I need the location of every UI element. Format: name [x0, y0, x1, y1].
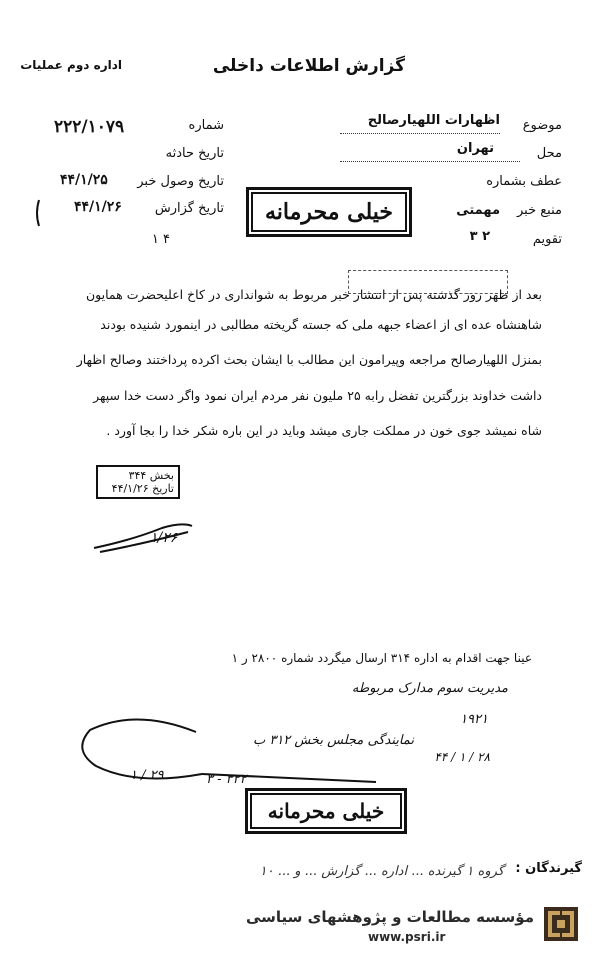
- forwarding-line-1: عینا جهت اقدام به اداره ۳۱۴ ارسال میگردد شماره ۲۸۰۰ ر ۱: [231, 651, 532, 665]
- department-label: اداره دوم عملیات: [20, 58, 122, 72]
- receipt-stamp: [96, 465, 180, 499]
- org-name: مؤسسه مطالعات و پژوهشهای سیاسی: [245, 908, 534, 926]
- forwarding-line-6: ۲۹ / ۱: [130, 768, 164, 783]
- receipt-stamp-date: تاریخ ۴۴/۱/۲۶: [111, 482, 174, 495]
- event-date-label: تاریخ حادثه: [165, 146, 224, 161]
- recipients-text: گروه ۱ گیرنده ... اداره ... گزارش ... و ... ۱۰: [259, 864, 504, 879]
- number-value: ۲۲۲/۱۰۷۹: [54, 117, 125, 137]
- source-value: مهمتی: [456, 203, 500, 218]
- subject-value: اظهارات اللهیارصالح: [367, 113, 500, 128]
- number-label: شماره: [188, 118, 224, 133]
- report-date-value: ۴۴/۱/۲۶: [74, 199, 122, 215]
- location-value: تهران: [456, 141, 494, 156]
- receipt-date-label: تاریخ وصول خبر: [137, 174, 224, 189]
- body-line-3: بمنزل اللهیارصالح مراجعه وپیرامون این مطالب با ایشان بحث اکرده پرداختند وصالح اظهار: [76, 352, 542, 367]
- org-logo-icon: [544, 907, 578, 941]
- margin-mark: [34, 198, 44, 228]
- confidential-stamp-top: خیلی محرمانه: [246, 187, 412, 237]
- source-label: منبع خبر: [517, 203, 562, 218]
- body-line-4: داشت خداوند بزرگترین تفضل رابه ۲۵ ملیون نفر مردم ایران نمود واگر دست خدا سپهر: [93, 388, 542, 403]
- forwarding-line-2: مدیریت سوم مدارک مربوطه: [351, 681, 508, 696]
- evaluation-value: ۲ ۳: [469, 229, 490, 244]
- forwarding-line-3: ۱۹۲۱: [460, 712, 488, 727]
- confidential-stamp-bottom: خیلی محرمانه: [245, 788, 407, 834]
- location-label: محل: [536, 146, 562, 161]
- report-title: گزارش اطلاعات داخلی: [212, 56, 405, 76]
- signature-scribble: [92, 520, 202, 560]
- body-line-2: شاهنشاه عده ای از اعضاء جبهه ملی که جسته گریخته مطالبی در اینمورد شنیده بودند: [100, 317, 542, 332]
- followup-label: عطف بشماره: [486, 174, 562, 189]
- forwarding-line-7: ۳۲۲ - ۳: [206, 772, 247, 787]
- receipt-date-value: ۴۴/۱/۲۵: [60, 172, 108, 188]
- forwarding-line-4: نمایندگی مجلس بخش ۳۱۲ ب: [252, 733, 414, 748]
- subject-label: موضوع: [522, 118, 562, 133]
- recipients-label: گیرندگان :: [515, 861, 582, 876]
- org-website: www.psri.ir: [368, 930, 446, 944]
- initials-date: ۱/۲۶: [150, 530, 178, 546]
- receipt-stamp-section: بخش ۳۴۴: [128, 469, 174, 482]
- forwarding-line-5: ۲۸ / ۱ / ۴۴: [434, 750, 490, 764]
- row-extra: ۴ ۱: [151, 232, 170, 247]
- loop-signature: [76, 712, 206, 792]
- evaluation-label: تقویم: [532, 232, 562, 247]
- body-line-5: شاه نمیشد جوی خون در مملکت جاری میشد وباید در این باره شکر خدا را بجا آورد .: [106, 423, 542, 438]
- body-line-1: بعد از ظهر روز گذشته پس از انتشار خبر مربوط به شوانداری در کاخ اعلیحضرت همایون: [86, 287, 542, 302]
- report-date-label: تاریخ گزارش: [154, 201, 224, 216]
